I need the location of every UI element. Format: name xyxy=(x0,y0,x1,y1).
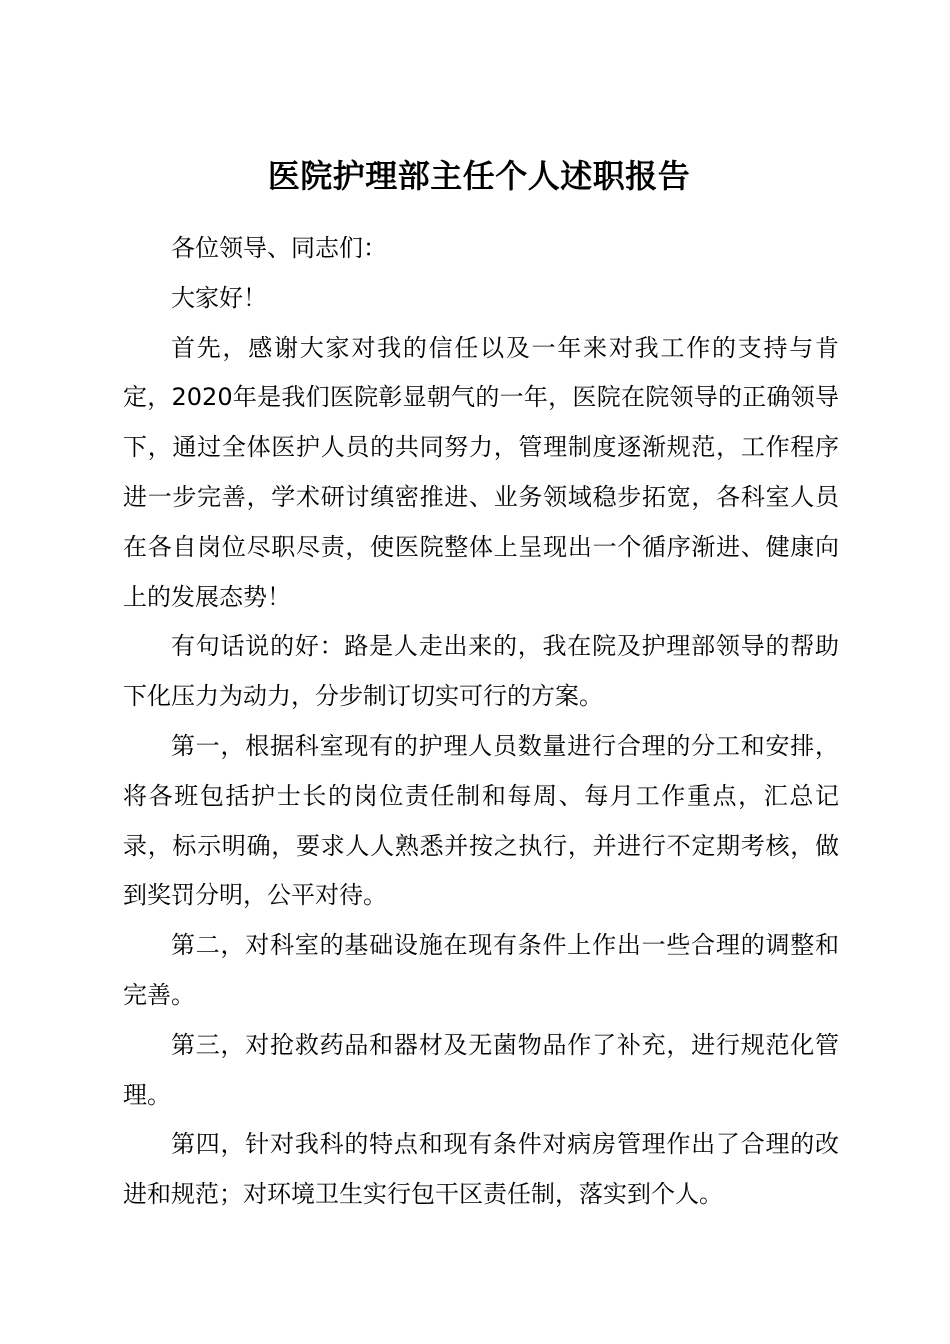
paragraph-second: 第二，对科室的基础设施在现有条件上作出一些合理的调整和完善。 xyxy=(123,931,839,1009)
document-body xyxy=(123,224,839,1220)
paragraph-first: 第一，根据科室现有的护理人员数量进行合理的分工和安排，将各班包括护士长的岗位责任制和每周、每月工作重点，汇总记录，标示明确，要求人人熟悉并按之执行，并进行不定期考核，做到奖罚分明，公平对待。 xyxy=(123,731,839,910)
paragraph-salutation: 各位领导、同志们： xyxy=(171,234,387,262)
paragraph-third: 第三，对抢救药品和器材及无菌物品作了补充，进行规范化管理。 xyxy=(123,1030,839,1109)
paragraph-opening: 首先，感谢大家对我的信任以及一年来对我工作的支持与肯定，2020年是我们医院彰显朝气的一年，医院在院领导的正确领导下，通过全体医护人员的共同努力，管理制度逐渐规范，工作程序进一步完善，学术研讨缜密推进、业务领域稳步拓宽，各科室人员在各自岗位尽职尽责，使医院整体上呈现出一个循序渐进、健康向上的发展态势！ xyxy=(123,333,839,611)
paragraph-greeting: 大家好！ xyxy=(171,283,267,312)
document-title: 医院护理部主任个人述职报告 xyxy=(267,157,691,195)
paragraph-saying: 有句话说的好：路是人走出来的，我在院及护理部领导的帮助下化压力为动力，分步制订切实可行的方案。 xyxy=(123,632,839,711)
paragraph-fourth: 第四，针对我科的特点和现有条件对病房管理作出了合理的改进和规范；对环境卫生实行包干区责任制，落实到个人。 xyxy=(123,1130,839,1209)
